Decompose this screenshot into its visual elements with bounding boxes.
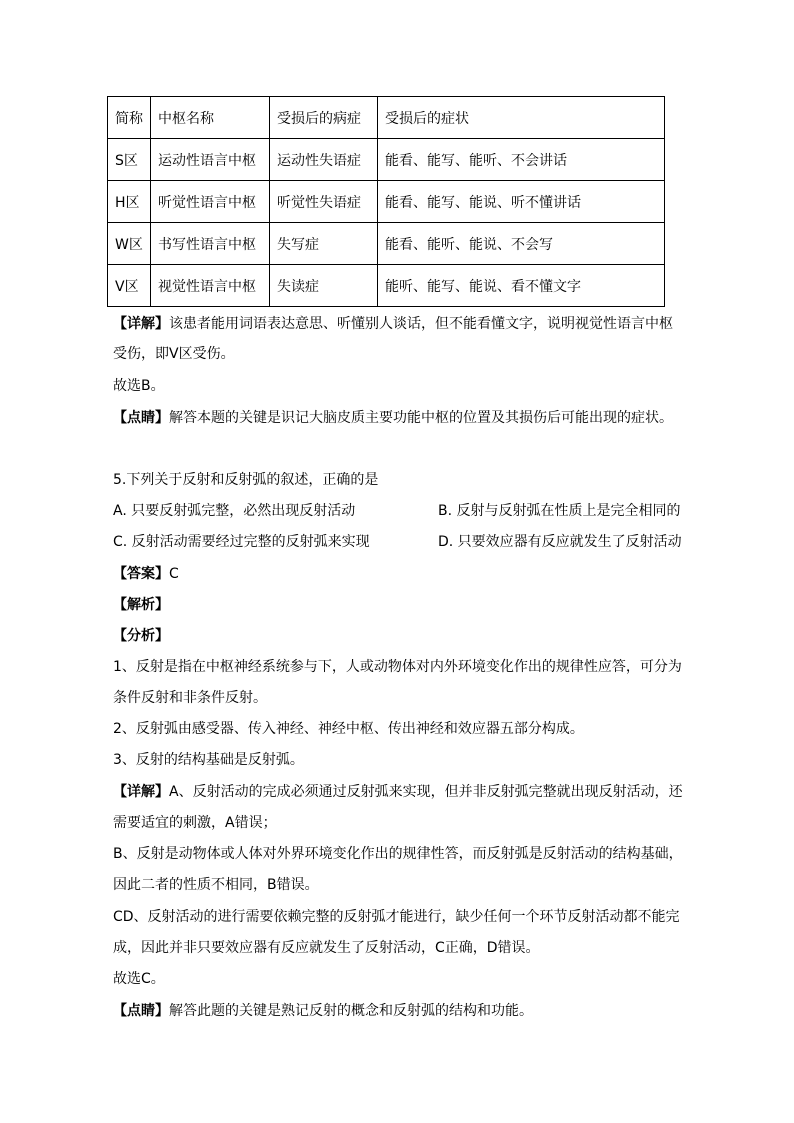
detail-tag: 【详解】 <box>113 316 169 332</box>
table-cell: 能看、能听、能说、不会写 <box>378 223 665 265</box>
table-cell: 视觉性语言中枢 <box>151 265 270 307</box>
detail-text: 该患者能用词语表达意思、听懂别人谈话，但不能看懂文字，说明视觉性语言中枢 <box>169 316 673 332</box>
q5-option-b: B. 反射与反射弧在性质上是完全相同的 <box>438 503 681 519</box>
q5-option-d: D. 只要效应器有反应就发生了反射活动 <box>438 534 682 550</box>
q5-point-1: 1、反射是指在中枢神经系统参与下，人或动物体对内外环境变化作出的规律性应答，可分为 <box>113 659 682 675</box>
q5-detail-cd: CD、反射活动的进行需要依赖完整的反射弧才能进行，缺少任何一个环节反射活动都不能完 <box>113 909 680 925</box>
q5-answer-line <box>113 564 179 584</box>
q5-detail-b: B、反射是动物体或人体对外界环境变化作出的规律性答，而反射弧是反射活动的结构基础， <box>113 846 683 862</box>
table-cell: 听觉性失语症 <box>270 181 378 223</box>
q5-option-c: C. 反射活动需要经过完整的反射弧来实现 <box>113 534 370 550</box>
q5-fenxi-tag: 【分析】 <box>113 628 169 644</box>
answer-text: C <box>169 566 179 582</box>
tip-text: 解答此题的关键是熟记反射的概念和反射弧的结构和功能。 <box>169 1003 533 1019</box>
table-row <box>108 223 665 265</box>
table-header-row <box>108 97 665 139</box>
q5-point-3: 3、反射的结构基础是反射弧。 <box>113 752 304 768</box>
table-cell: W区 <box>108 223 151 265</box>
table-header-cell: 中枢名称 <box>151 97 270 139</box>
q5-detail-b-cont: 因此二者的性质不相同，B错误。 <box>113 877 319 893</box>
tip-tag: 【点睛】 <box>113 410 169 426</box>
q5-point-2: 2、反射弧由感受器、传入神经、神经中枢、传出神经和效应器五部分构成。 <box>113 721 584 737</box>
table-header-cell: 受损后的症状 <box>378 97 665 139</box>
q5-analysis-tag: 【解析】 <box>113 597 169 613</box>
table-header-cell: 简称 <box>108 97 151 139</box>
table-row <box>108 265 665 307</box>
tip-text: 解答本题的关键是识记大脑皮质主要功能中枢的位置及其损伤后可能出现的症状。 <box>169 410 673 426</box>
table-cell: 失读症 <box>270 265 378 307</box>
language-center-table <box>107 96 665 307</box>
table-cell: V区 <box>108 265 151 307</box>
q5-detail-cd-cont: 成，因此并非只要效应器有反应就发生了反射活动，C正确，D错误。 <box>113 940 540 956</box>
q5-tip-line <box>113 1001 533 1021</box>
detail-text: A、反射活动的完成必须通过反射弧来实现，但并非反射弧完整就出现反射活动，还 <box>169 784 683 800</box>
q4-detail-line <box>113 314 673 334</box>
table-cell: H区 <box>108 181 151 223</box>
q5-detail-a-cont: 需要适宜的刺激，A错误； <box>113 815 277 831</box>
table-cell: 运动性语言中枢 <box>151 139 270 181</box>
tip-tag: 【点睛】 <box>113 1003 169 1019</box>
detail-tag: 【详解】 <box>113 784 169 800</box>
table-cell: 书写性语言中枢 <box>151 223 270 265</box>
table-header-cell: 受损后的病症 <box>270 97 378 139</box>
table-cell: 失写症 <box>270 223 378 265</box>
table-cell: 运动性失语症 <box>270 139 378 181</box>
table-row <box>108 181 665 223</box>
q5-detail-a <box>113 782 683 802</box>
table-cell: 能听、能写、能说、看不懂文字 <box>378 265 665 307</box>
table-cell: 能看、能写、能听、不会讲话 <box>378 139 665 181</box>
q5-stem: 5.下列关于反射和反射弧的叙述，正确的是 <box>113 472 379 488</box>
q5-point-1-cont: 条件反射和非条件反射。 <box>113 690 267 706</box>
table-cell: 听觉性语言中枢 <box>151 181 270 223</box>
table-cell: 能看、能写、能说、听不懂讲话 <box>378 181 665 223</box>
table-cell: S区 <box>108 139 151 181</box>
answer-tag: 【答案】 <box>113 566 169 582</box>
q4-choose: 故选B。 <box>113 378 165 394</box>
q4-tip-line <box>113 408 673 428</box>
q5-choose: 故选C。 <box>113 971 165 987</box>
table-row <box>108 139 665 181</box>
q4-detail-line-2: 受伤，即V区受伤。 <box>113 346 235 362</box>
q5-option-a: A. 只要反射弧完整，必然出现反射活动 <box>113 503 356 519</box>
